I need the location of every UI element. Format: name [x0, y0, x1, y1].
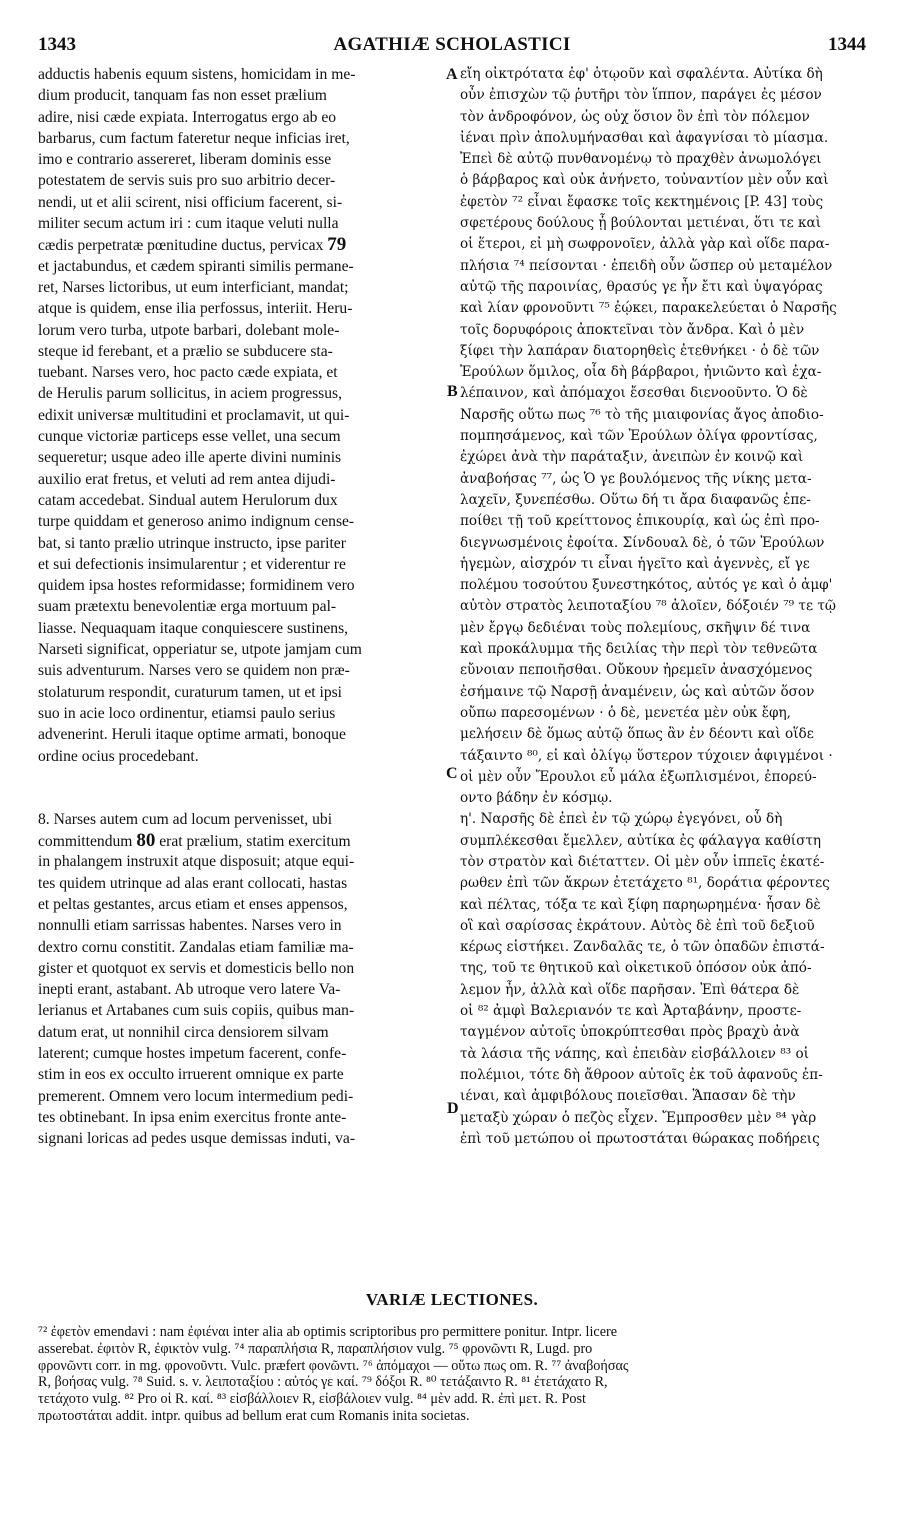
- latin-line: potestatem de servis suis pro suo arbitrio decer-: [38, 172, 336, 190]
- latin-line: tes quidem utrinque ad alas erant collocati, hastas: [38, 874, 348, 892]
- latin-line: lerianus et Artabanes cum suis copiis, quibus man-: [38, 1002, 355, 1020]
- latin-line: liasse. Nequaquam itaque conquiescere sustinens,: [38, 619, 349, 637]
- section-gap: [38, 767, 442, 809]
- latin-line-text: erat prælium, statim exercitum: [159, 833, 351, 851]
- note-line: τετάχοτο vulg. ⁸² Pro οἱ R. καί. ⁸³ εἰσβάλλοιεν R, εἰσβάλοιεν vulg. ⁸⁴ μὲν add. R. ἐπὶ μετ. R. Post: [38, 1391, 586, 1408]
- greek-line: εὔνοιαν πεποιῆσθαι. Οὔκουν ἠρεμεῖν ἀνασχόμενος: [460, 662, 813, 679]
- greek-line: πλήσια ⁷⁴ πείσονται · ἐπειδὴ οὖν ὥσπερ οὐ μεταμέλον: [460, 257, 833, 274]
- latin-line: tes obtinebant. In ipsa enim exercitus fronte ante-: [38, 1108, 347, 1126]
- greek-line: τὸν ἀνδροφόνον, ὡς οὐχ ὅσιον ὂν ἐπὶ τὸν πόλεμον: [460, 108, 810, 125]
- latin-line: catam accedebat. Sindual autem Herulorum dux: [38, 491, 338, 509]
- page-number-left: 1343: [38, 34, 76, 55]
- latin-line: adductis habenis equum sistens, homicidam in me-: [38, 66, 356, 83]
- note-line: ⁷² ἐφετὸν emendavi : nam ἐφιέναι inter alia ab optimis scriptoribus pro permittere ponitur. Intpr. licere: [38, 1324, 618, 1340]
- latin-line: auxilio erat fretus, et veluti ad rem antea dijudi-: [38, 470, 336, 488]
- latin-line-text: cædis perpetratæ pœnitudine ductus, pervicax: [38, 237, 324, 255]
- latin-line: lorum vero turba, utpote barbari, dolebant mole-: [38, 321, 340, 339]
- greek-line: οὖν ἐπισχὼν τῷ ῥυτῆρι τὸν ἵππον, παράγει ἐς μέσον: [460, 87, 822, 104]
- latin-line: adire, nisi cæde expiata. Interrogatus ergo ab eo: [38, 108, 337, 126]
- greek-line: μεταξὺ χώραν ὁ πεζὸς εἶχεν. Ἔμπροσθεν μὲν ⁸⁴ γὰρ: [460, 1109, 817, 1126]
- greek-line: της, τοῦ τε θητικοῦ καὶ οἰκετικοῦ ὁπόσον οὐκ ἀπό-: [460, 960, 812, 977]
- latin-line: cunque victoriæ particeps esse vellet, una secum: [38, 428, 341, 446]
- greek-line: πολέμου τοσούτου ξυνεστηκότος, αὐτός γε καὶ ὁ ἀμφ': [460, 577, 833, 594]
- greek-line: τοῖς δορυφόροις ἀποκτεῖναι τὸν ἄνδρα. Καὶ ὁ μὲν: [460, 321, 805, 338]
- latin-line: 8. Narses autem cum ad locum pervenisset, ubi: [38, 810, 333, 828]
- greek-line: οἱ ἕτεροι, εἰ μὴ σωφρονοῖεν, ἀλλὰ γὰρ καὶ οἵδε παρα-: [460, 236, 830, 253]
- greek-line: καὶ πέλτας, τόξα τε καὶ ξίφη παρηωρημένα· ἦσαν δὲ: [460, 896, 821, 913]
- greek-line: Ἐρούλων ὅμιλος, οἷα δὴ βάρβαροι, ἠνιῶντο καὶ ἐχα-: [460, 364, 822, 381]
- latin-line: ordine ocius procedebant.: [38, 747, 199, 765]
- greek-line: ἐφετὸν ⁷² εἶναι ἔφασκε τοῖς κεκτημένοις [P. 43] τοὺς: [460, 193, 824, 210]
- greek-line: καὶ λίαν φρονοῦντι ⁷⁵ ἐῴκει, παρακελεύεται ὁ Ναρσῆς: [460, 300, 837, 317]
- greek-line: Ναρσῆς οὕτω πως ⁷⁶ τὸ τῆς μιαιφονίας ἄγος ἀποδιο-: [460, 406, 824, 423]
- latin-line: stim in eos ex occulto irruerent omnique ex parte: [38, 1066, 344, 1084]
- greek-line: συμπλέκεσθαι ἔμελλεν, αὐτίκα ἐς φάλαγγα καθίστη: [460, 832, 822, 849]
- greek-line: ἐχώρει ἀνὰ τὴν παράταξιν, ἀνειπὼν ἐν κοινῷ καὶ: [460, 449, 804, 466]
- latin-line: et sui defectionis insimularentur ; et viderentur re: [38, 555, 346, 573]
- latin-line: atque is quidem, ense ilia perfossus, interiit. Heru-: [38, 300, 353, 318]
- latin-line: inepti erant, astabant. Ab utroque vero latere Va-: [38, 981, 341, 999]
- running-title: AGATHIÆ SCHOLASTICI: [333, 34, 571, 55]
- latin-line: gister et quotquot ex servis et domesticis bello non: [38, 959, 355, 977]
- latin-line: steque id ferebant, et a prælio se subducere sta-: [38, 342, 333, 360]
- latin-line: barbarus, cum factum fateretur neque inficias iret,: [38, 129, 350, 147]
- greek-line: ἰέναι πρὶν ἀπολυμήνασθαι καὶ ἀφαγνίσαι τὸ μίασμα.: [460, 129, 829, 146]
- greek-line: ταγμένον αὐτοῖς ὑποκρύπτεσθαι πρὸς βραχὺ ἀνὰ: [460, 1024, 800, 1041]
- latin-line: nonnulli etiam sarrissas habentes. Narses vero in: [38, 917, 342, 935]
- latin-line: [38, 830, 442, 851]
- latin-line: suo in acie loco ordinentur, etiamsi paulo serius: [38, 704, 336, 722]
- greek-line: λεμον ἦν, ἀλλὰ καὶ οἵδε παρῆσαν. Ἐπὶ θάτερα δὲ: [460, 981, 800, 998]
- page-number-right: 1344: [828, 34, 866, 55]
- latin-line: ret, Narses lictoribus, ut eum interficiant, mandat;: [38, 278, 349, 296]
- margin-letter-c: C: [446, 765, 458, 782]
- greek-line: αὐτῷ τῆς παροινίας, θρασύς γε ἦν ἔτι καὶ ὑψαγόρας: [460, 278, 823, 295]
- latin-line: turpe quiddam et generoso animo indignum cense-: [38, 513, 355, 531]
- greek-line: οντο βάδην ἐν κόσμῳ.: [460, 790, 613, 807]
- note-line: asserebat. ἐφιτὸν R, ἐφικτὸν vulg. ⁷⁴ παραπλήσια R, παραπλήσιον vulg. ⁷⁵ φρονῶντι R, Lugd. pro: [38, 1340, 593, 1357]
- greek-line: τάξαιντο ⁸⁰, εἰ καὶ ὀλίγῳ ὕστερον τύχοιεν ἀφιγμένοι ·: [460, 747, 833, 764]
- greek-line: ὁ βάρβαρος καὶ οὐκ ἀνήνετο, τοὐναντίον μὲν οὖν καὶ: [460, 172, 829, 189]
- greek-line: μελήσειν δὲ ὅμως αὐτῷ ὅπως ἂν ἐν δέοντι καὶ οἵδε: [460, 726, 814, 743]
- variae-lectiones-notes: [38, 1324, 868, 1425]
- edition-page-mark: 80: [136, 830, 156, 852]
- latin-line: et jactabundus, et cædem spiranti similis permane-: [38, 257, 354, 275]
- latin-line: sequeretur; usque adeo ille aperte divini numinis: [38, 449, 342, 467]
- greek-line: καὶ προκάλυμμα τῆς δειλίας τὴν περὶ τὸν τεθνεῶτα: [460, 641, 818, 658]
- greek-line: τὰ λάσια τῆς νάπης, καὶ ἐπειδὰν εἰσβάλλοιεν ⁸³ οἱ: [460, 1045, 809, 1062]
- greek-line: κέρως εἱστήκει. Ζανδαλᾶς τε, ὁ τῶν ὀπαδῶν ἐπιστά-: [460, 939, 825, 956]
- greek-line: λαχεῖν, ξυνεπέσθω. Οὕτω δή τι ἄρα διαφανῶς ἐπε-: [460, 491, 811, 508]
- greek-line: η'. Ναρσῆς δὲ ἐπεὶ ἐν τῷ χώρῳ ἐγεγόνει, οὗ δὴ: [460, 811, 783, 828]
- greek-line: πομπησάμενος, καὶ τῶν Ἐρούλων ὀλίγα φροντίσας,: [460, 428, 818, 445]
- note-line: φρονῶντι corr. in mg. φρονοῦντι. Vulc. præfert φονῶντι. ⁷⁶ ἀπόμαχοι — οὕτω πως om. R. ⁷⁷ ἀναβοήσας: [38, 1357, 629, 1374]
- latin-line: imo e contrario assereret, liberam dominis esse: [38, 151, 332, 169]
- greek-line: λέπαινον, καὶ ἀπόμαχοι ἔσεσθαι διενοοῦντο. Ὁ δὲ: [460, 385, 808, 402]
- greek-line: ποίθει τῇ τοῦ κρείττονος ἐπικουρίᾳ, καὶ ὡς ἐπὶ προ-: [460, 513, 820, 530]
- greek-line: διεγνωσμένοις ἐφοίτα. Σίνδουαλ δὲ, ὁ τῶν Ἐρούλων: [460, 534, 825, 551]
- margin-letter-a: A: [446, 66, 458, 83]
- greek-line: ἡγεμὼν, αἰσχρόν τι εἶναι ἡγεῖτο καὶ ἀγεννὲς, εἴ γε: [460, 555, 810, 572]
- latin-line: laterent; cumque hostes impetum facerent, confe-: [38, 1045, 347, 1063]
- latin-line: militer secum actum iri : cum itaque veluti nulla: [38, 215, 339, 233]
- running-header: [38, 34, 866, 60]
- margin-letter-b: B: [447, 383, 458, 400]
- note-line: R, βοήσας vulg. ⁷⁸ Suid. s. v. λειποταξίου : αὐτός γε καί. ⁷⁹ δόξοι R. ⁸⁰ τετάξαιντο R. ⁸¹ ἐτετάχατο R,: [38, 1374, 608, 1391]
- greek-line: οἱ μὲν οὖν Ἔρουλοι εὖ μάλα ἐξωπλισμένοι, ἐπορεύ-: [460, 768, 817, 785]
- greek-line: σφετέρους δούλους ᾗ βούλονται μετιέναι, ὅτι τε καὶ: [460, 215, 822, 232]
- latin-line: in phalangem instruxit atque disposuit; atque equi-: [38, 853, 355, 871]
- greek-line: μὲν ἔργῳ δεδιέναι τοὺς πολεμίους, σκῆψιν δέ τινα: [460, 619, 811, 636]
- greek-line: αὐτὸν στρατὸς λειποταξίου ⁷⁸ ἁλοῖεν, δόξοιέν ⁷⁹ τε τῷ: [460, 598, 836, 615]
- latin-line: quidem ipsa hostes reformidasse; formidinem vero: [38, 577, 355, 595]
- latin-line: premerent. Omnem vero locum intermedium pedi-: [38, 1087, 354, 1105]
- latin-line: suam prætextu benevolentiæ erga mortuum pal-: [38, 598, 337, 616]
- latin-line: de Herulis parum sollicitus, in aciem progressus,: [38, 385, 343, 403]
- greek-line: ἀναβοήσας ⁷⁷, ὡς Ὁ γε βουλόμενος τῆς νίκης μετα-: [460, 470, 812, 487]
- greek-line: ρωθεν ἐπὶ τῶν ἄκρων ἐτετάχετο ⁸¹, δοράτια φέροντες: [460, 875, 830, 892]
- latin-line: datum erat, ut nonnihil circa densiorem silvam: [38, 1023, 329, 1041]
- margin-letter-d: D: [447, 1100, 459, 1117]
- greek-column: [460, 64, 870, 1171]
- latin-line: bat, si tanto prælio utrinque instructo, ipse pariter: [38, 534, 346, 552]
- greek-line: ιέναι, καὶ ἀμφιβόλους ποιεῖσθαι. Ἅπασαν δὲ τὴν: [460, 1088, 796, 1105]
- greek-line: ἐπὶ τοῦ μετώπου οἱ πρωτοστάται θώρακας ποδήρεις: [460, 1130, 820, 1147]
- latin-line: dextro cornu constitit. Zandalas etiam familiæ ma-: [38, 938, 354, 956]
- edition-page-mark: 79: [327, 234, 347, 256]
- latin-line: nendi, ut et alii scirent, nisi officium facerent, si-: [38, 193, 343, 211]
- latin-line: [38, 234, 442, 255]
- latin-line: suis adventurum. Narses vero se quidem non præ-: [38, 662, 350, 680]
- latin-column: [38, 64, 442, 1150]
- greek-line: εἴη οἰκτρότατα ἐφ' ὁτῳοῦν καὶ σφαλέντα. Αὐτίκα δὴ: [460, 66, 823, 82]
- greek-line: οὔπω παρεσομένων · ὁ δὲ, μενετέα μὲν οὐκ ἔφη,: [460, 704, 791, 721]
- latin-line: stolaturum respondit, curaturum tamen, ut et ipsi: [38, 683, 343, 701]
- variae-lectiones-title: VARIÆ LECTIONES.: [365, 1290, 539, 1309]
- greek-line: οἱ ⁸² ἀμφὶ Βαλεριανόν τε καὶ Ἀρταβάνην, προστε-: [460, 1003, 802, 1020]
- latin-line: advenerint. Heruli itaque optime armati, bonoque: [38, 726, 346, 744]
- greek-line: τὸν στρατὸν καὶ διέταττεν. Οἱ μὲν οὖν ἱππεῖς ἑκατέ-: [460, 853, 825, 870]
- note-line: πρωτοστάται addit. intpr. quibus ad bellum erat cum Romanis inita societas.: [38, 1407, 470, 1424]
- greek-line: ξίφει τὴν λαπάραν διατορηθεὶς ἐτεθνήκει · ὁ δὲ τῶν: [460, 342, 820, 359]
- greek-line: [460, 1150, 870, 1171]
- greek-line: ἐσήμαινε τῷ Ναρσῇ ἀναμένειν, ὡς καὶ αὐτῶν ὅσον: [460, 683, 815, 700]
- latin-line: signani loricas ad pedes usque demissas induti, va-: [38, 1130, 356, 1148]
- latin-line: dium producit, tanquam fas non esset prælium: [38, 87, 327, 105]
- greek-line: Ἐπεὶ δὲ αὐτῷ πυνθανομένῳ τὸ πραχθὲν ἀνωμολόγει: [460, 151, 822, 168]
- latin-line: tuebant. Narses vero, hoc pacto cæde expiata, et: [38, 364, 338, 382]
- greek-line: πολέμιοι, τότε δὴ ἄθροον αὐτοῖς ἐκ τοῦ ἀφανοῦς ἐπ-: [460, 1066, 823, 1083]
- latin-line: edixit universæ multitudini et proclamavit, ut qui-: [38, 406, 350, 424]
- latin-line-text: committendum: [38, 833, 133, 851]
- latin-line: Narseti significat, opperiatur se, utpote jamjam cum: [38, 641, 362, 659]
- greek-line: οἳ καὶ σαρίσσας ἐκράτουν. Αὐτὸς δὲ ἐπὶ τοῦ δεξιοῦ: [460, 917, 815, 934]
- latin-line: et peltas gestantes, arcus etiam et enses appensos,: [38, 895, 348, 913]
